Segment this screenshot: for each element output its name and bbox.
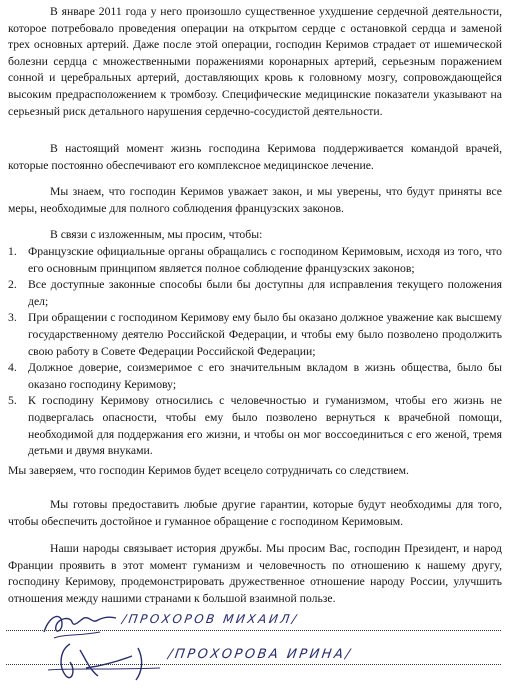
list-item	[8, 360, 502, 393]
list-item-text: К господину Керимову относились с человечностью и гуманизмом, чтобы его жизнь не подвергалась опасности, чтобы ему было позволено вернуться к врачебной помощи, необходимой для поддержания его жизни, и чтобы он мог воссоединиться с его женой, тремя детьми и двумя внуками.	[28, 394, 502, 458]
list-item-text: Все доступные законные способы были бы доступны для исправления текущего положения дел;	[28, 278, 502, 308]
paragraph-guarantees: Мы готовы предоставить любые другие гарантии, которые будут необходимы для того, чтобы обеспечить достойное и гуманное обращение с господином Керимовым.	[8, 498, 502, 528]
list-item-number: 3.	[8, 311, 17, 325]
paragraph-request-intro: В связи с изложенным, мы просим, чтобы:	[50, 228, 263, 241]
paragraph-cooperation: Мы заверяем, что господин Керимов будет всецело сотрудничать со следствием.	[8, 464, 409, 477]
list-item-text: Должное доверие, соизмеримое с его значительным вкладом в жизнь общества, было бы оказано господину Керимову;	[28, 361, 502, 391]
signature-name-1: /ПРОХОРОВ МИХАИЛ/	[121, 612, 300, 626]
signature-line	[6, 630, 501, 631]
list-item	[8, 277, 502, 310]
signature-name-2: /ПРОХОРОВА ИРИНА/	[166, 647, 354, 662]
signature-block-2	[0, 640, 509, 680]
list-item-text: При обращении с господином Керимову ему было бы оказано должное уважение как высшему государственному деятелю Российской Федерации, и чтобы ему было позволено продолжить свою работу в Совете Федерации Российской Федерации;	[28, 311, 502, 358]
paragraph-respect-law: Мы знаем, что господин Керимов уважает закон, и мы уверены, что будут приняты все меры, необходимые для полного соблюдения французских законов.	[8, 185, 502, 215]
list-item-text: Французские официальные органы обращались с господином Керимовым, исходя из того, что его основным принципом является полное соблюдение французских законов;	[28, 245, 502, 275]
list-item-number: 1.	[8, 245, 17, 258]
handwritten-signature-1	[40, 608, 120, 642]
paragraph-medical-condition: В январе 2011 года у него произошло существенное ухудшение сердечной деятельности, которое потребовало проведения операции на открытом сердце с остановкой сердца и заменой трех основных артерий. Даже после этой операции, господин Керимов страдает от ишемической болезни сердца с множественными поражениями коронарных артерий, серьезным поражением сонной и церебральных артерий, доставляющих кровь к головному мозгу, сопровождающейся высоким предрасположением к тромбозу. Специфические медицинские показатели указывают на серьезный риск детального нарушения сердечно-сосудистой деятельности.	[8, 5, 502, 118]
list-item-number: 2.	[8, 278, 17, 292]
list-item	[8, 310, 502, 360]
paragraph-medical-team: В настоящий момент жизнь господина Керимова поддерживается командой врачей, которые постоянно обеспечивают его комплексное медицинское лечение.	[8, 142, 502, 172]
list-item-number: 4.	[8, 361, 17, 375]
list-item-number: 5.	[8, 394, 17, 408]
list-item	[8, 393, 502, 459]
request-list	[8, 244, 502, 460]
paragraph-friendship: Наши народы связывает история дружбы. Мы просим Вас, господин Президент, и народ Франции проявить в этот момент гуманизм и человечность по отношению к нашему другу, господину Керимову, продемонстрировать дружественное отношение народу России, улучшить отношения между нашими странами к большой взаимной пользе.	[8, 542, 502, 605]
signature-line	[6, 664, 501, 665]
list-item	[8, 244, 502, 277]
handwritten-signature-2	[40, 640, 170, 684]
